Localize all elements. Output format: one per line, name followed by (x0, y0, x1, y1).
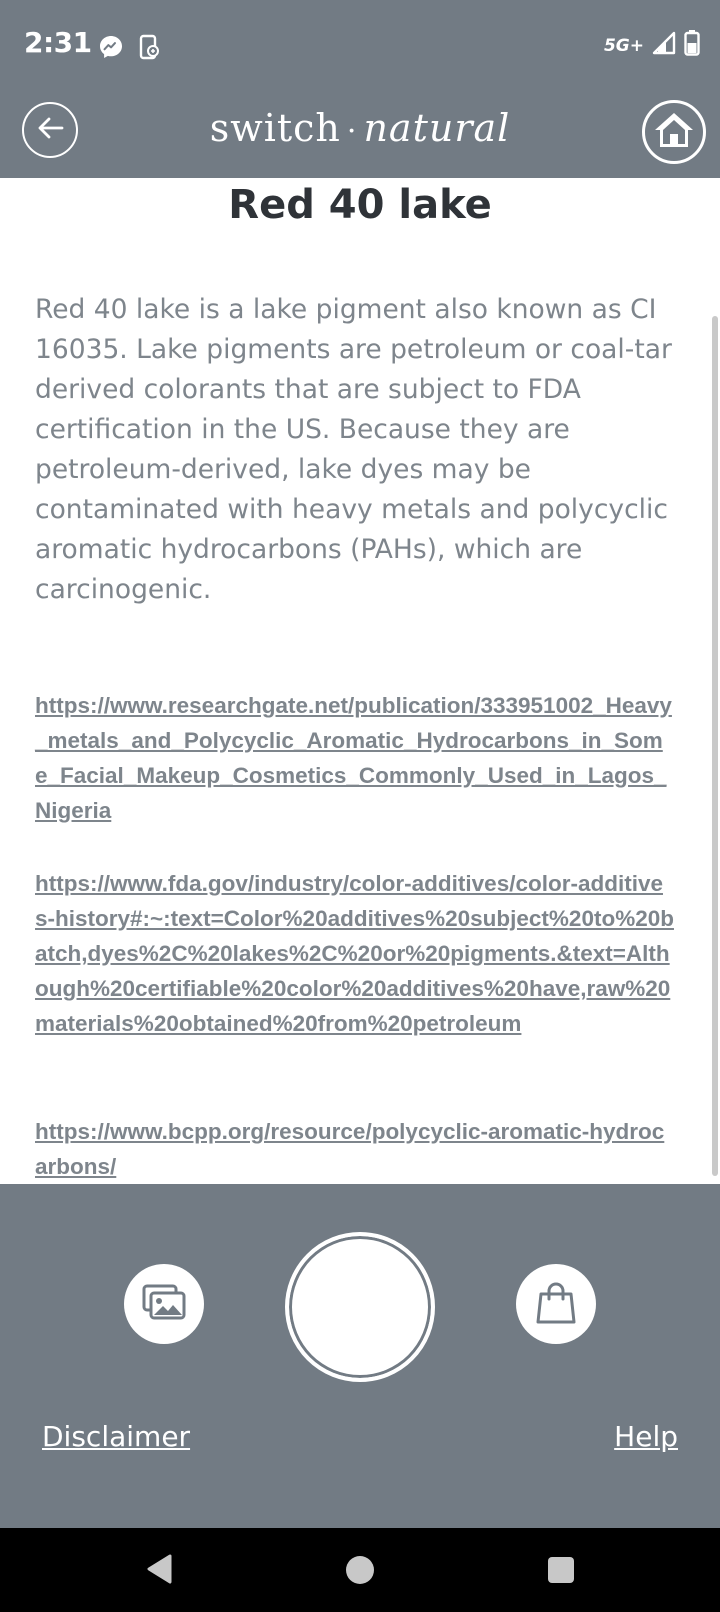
scrollbar[interactable] (712, 316, 718, 1176)
gallery-button[interactable] (124, 1264, 204, 1344)
reference-link-researchgate[interactable]: https://www.researchgate.net/publication/333951002_Heavy_metals_and_Polycyclic_Aromatic_Hydrocarbons_in_Some_Facial_Makeup_Cosmetics_Commonly_Used_in_Lagos_Nigeria (35, 693, 672, 823)
shop-button[interactable] (516, 1264, 596, 1344)
brand-word-natural: natural (363, 106, 511, 150)
nav-recents-icon[interactable] (548, 1557, 574, 1583)
nav-back-icon[interactable] (146, 1554, 172, 1589)
nav-home-icon[interactable] (346, 1556, 374, 1584)
signal-icon (652, 31, 676, 60)
brand-logo (0, 106, 720, 150)
home-icon (653, 110, 695, 155)
app-header (0, 92, 720, 178)
disclaimer-link[interactable]: Disclaimer (42, 1420, 191, 1453)
page-title: Red 40 lake (228, 182, 492, 228)
reference-link-bcpp[interactable]: https://www.bcpp.org/resource/polycyclic-aromatic-hydrocarbons/ (35, 1119, 665, 1179)
messenger-icon (98, 34, 124, 60)
status-time: 2:31 (24, 26, 92, 59)
status-bar (0, 0, 720, 92)
brand-word-switch: switch (209, 106, 341, 150)
gallery-icon (142, 1284, 186, 1325)
battery-icon (684, 30, 700, 61)
reference-link-fda[interactable]: https://www.fda.gov/industry/color-additives/color-additives-history#:~:text=Color%20additives%20subject%20to%20batch,dyes%2C%20lakes%2C%20or%20pigments.&text=Although%20certifiable%20color%20additives%20have,raw%20materials%20obtained%20from%20petroleum (35, 871, 674, 1036)
system-nav-bar (0, 1528, 720, 1612)
ingredient-description: Red 40 lake is a lake pigment also known as CI 16035. Lake pigments are petroleum or coal-tar derived colorants that are subject to FDA certification in the US. Because they are petroleum-derived, lake dyes may be contaminated with heavy metals and polycyclic aromatic hydrocarbons (PAHs), which are carcinogenic. (35, 294, 672, 605)
phone-sync-icon (136, 34, 162, 60)
brand-separator: · (346, 114, 358, 149)
home-button[interactable] (642, 100, 706, 164)
network-label: 5G+ (603, 35, 644, 56)
status-right-group (604, 30, 700, 61)
shopping-bag-icon (536, 1280, 576, 1329)
help-link[interactable]: Help (614, 1420, 678, 1453)
bottom-panel (0, 1184, 720, 1528)
ingredient-detail[interactable] (0, 178, 720, 1184)
shutter-button[interactable] (285, 1232, 435, 1382)
